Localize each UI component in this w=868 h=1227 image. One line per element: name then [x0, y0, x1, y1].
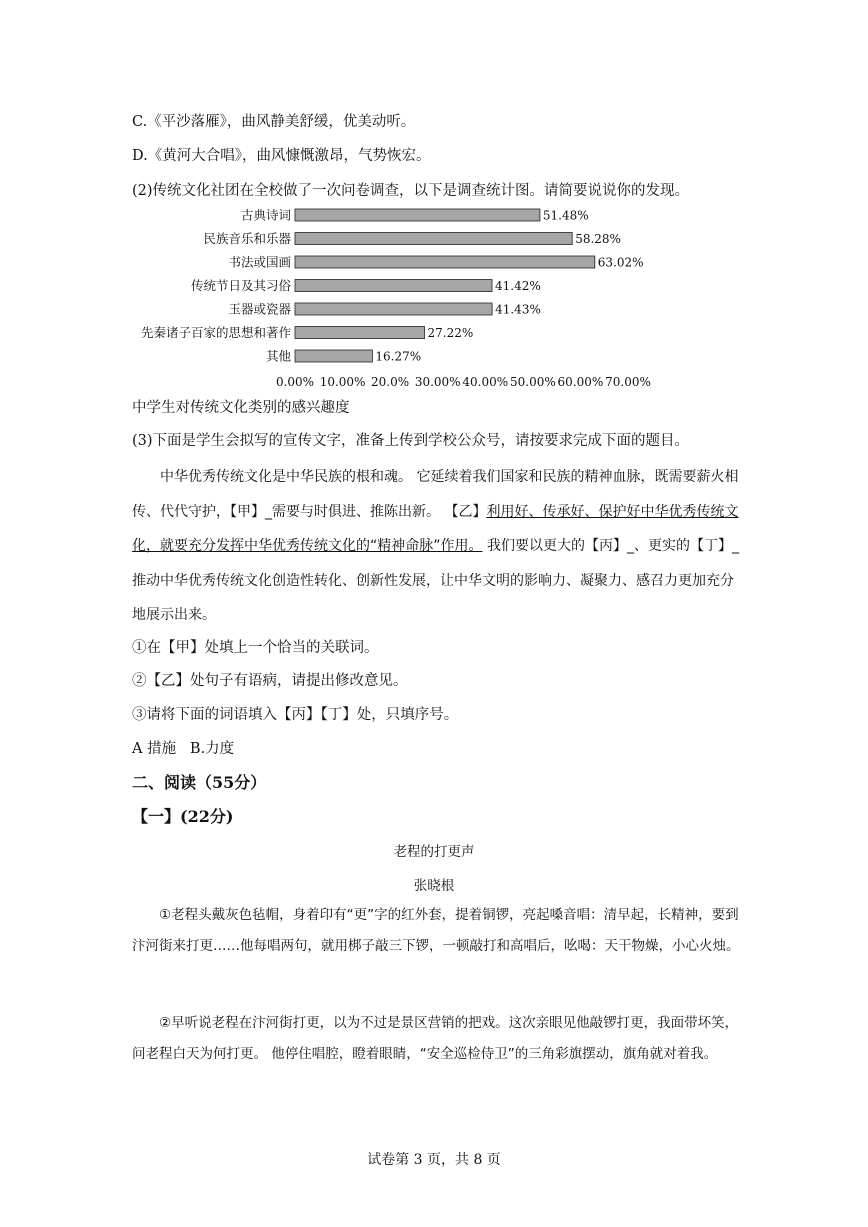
value-label: 51.48%	[542, 208, 589, 223]
category-label: 书法或国画	[228, 254, 291, 270]
article-author: 张晓根	[413, 878, 455, 894]
x-tick-label: 10.00%	[319, 375, 366, 389]
word-options: A 措施 B.力度	[132, 741, 235, 757]
interest-bar-chart	[0, 200, 868, 400]
promo-passage	[132, 460, 742, 633]
x-tick-label: 20.0%	[371, 375, 410, 389]
sub-question-2: ②【乙】处句子有语病，请提出修改意见。	[132, 673, 408, 689]
sub-question-3: ③请将下面的词语填入【丙】【丁】处，只填序号。	[132, 707, 459, 723]
bar	[295, 209, 540, 221]
value-label: 41.43%	[495, 302, 541, 317]
question-2-prompt: (2)传统文化社团在全校做了一次问卷调查，以下是调查统计图。请简要说说你的发现。	[132, 183, 690, 199]
passage-underlined-sentence: 利用好、传承好、保护好中华优秀传统文化，就要充分发挥中华优秀传统文化的“精神命脉”作用。	[132, 503, 739, 554]
x-tick-label: 70.00%	[605, 375, 651, 389]
option-c: C.《平沙落雁》，曲风静美舒缓，优美动听。	[132, 114, 416, 130]
option-d: D.《黄河大合唱》，曲风慷慨激昂，气势恢宏。	[132, 148, 431, 164]
bar	[295, 280, 492, 292]
category-label: 其他	[265, 348, 291, 364]
article-paragraph-2: ②早听说老程在汴河街打更，以为不过是景区营销的把戏。这次亲眼见他敲锣打更，我面带坏笑，问老程白天为何打更。 他停住唱腔，瞪着眼睛，“安全巡检侍卫”的三角彩旗摆动，旗角就对着我。	[132, 1015, 739, 1062]
value-label: 63.02%	[597, 255, 644, 270]
bar	[295, 233, 572, 245]
passage-part-1: 中华优秀传统文化是中华民族的根和魂。 它延续着我们国家和民族的精神血脉，既需要薪火相传、代代守护，【甲】_需要与时俱进、推陈出新。 【乙】	[132, 469, 739, 520]
subsection-title: 【一】(22分)	[132, 807, 234, 826]
value-label: 16.27%	[375, 349, 422, 364]
article-paragraph-1: ①老程头戴灰色毡帽，身着印有“更”字的红外套，提着铜锣，亮起嗓音唱：清早起，长精神，要到汴河街来打更……他每唱两句，就用梆子敲三下锣，一顿敲打和高唱后，吆喝：天干物燥，小心火烛。	[132, 907, 740, 954]
category-label: 古典诗词	[240, 207, 291, 223]
x-tick-label: 0.00%	[275, 375, 315, 389]
value-label: 58.28%	[575, 232, 621, 246]
category-label: 先秦诸子百家的思想和著作	[140, 325, 291, 340]
category-label: 玉器或瓷器	[228, 301, 291, 317]
chart-title: 中学生对传统文化类别的感兴趣度	[132, 400, 350, 416]
bar	[295, 327, 425, 339]
category-label: 传统节日及其习俗	[190, 278, 291, 293]
article-title: 老程的打更声	[393, 844, 475, 860]
question-3-prompt: (3)下面是学生会拟写的宣传文字，准备上传到学校公众号，请按要求完成下面的题目。	[132, 433, 690, 449]
x-tick-label: 40.00%	[462, 375, 509, 389]
category-label: 民族音乐和乐器	[203, 231, 291, 246]
x-tick-label: 60.00%	[557, 375, 604, 389]
page-footer: 试卷第 3 页，共 8 页	[367, 1152, 501, 1168]
x-tick-label: 30.00%	[414, 375, 461, 389]
x-tick-label: 50.00%	[510, 375, 556, 389]
bar	[295, 350, 372, 362]
passage-part-3: 我们要以更大的【丙】_、更实的【丁】_推动中华优秀传统文化创造性转化、创新性发展，让中华文明的影响力、凝聚力、感召力更加充分地展示出来。	[132, 538, 739, 623]
bar	[295, 303, 492, 315]
section-title: 二、阅读（55分）	[132, 773, 267, 792]
sub-question-1: ①在【甲】处填上一个恰当的关联词。	[132, 640, 379, 656]
value-label: 41.42%	[495, 279, 541, 293]
bar	[295, 256, 595, 268]
value-label: 27.22%	[427, 326, 474, 340]
